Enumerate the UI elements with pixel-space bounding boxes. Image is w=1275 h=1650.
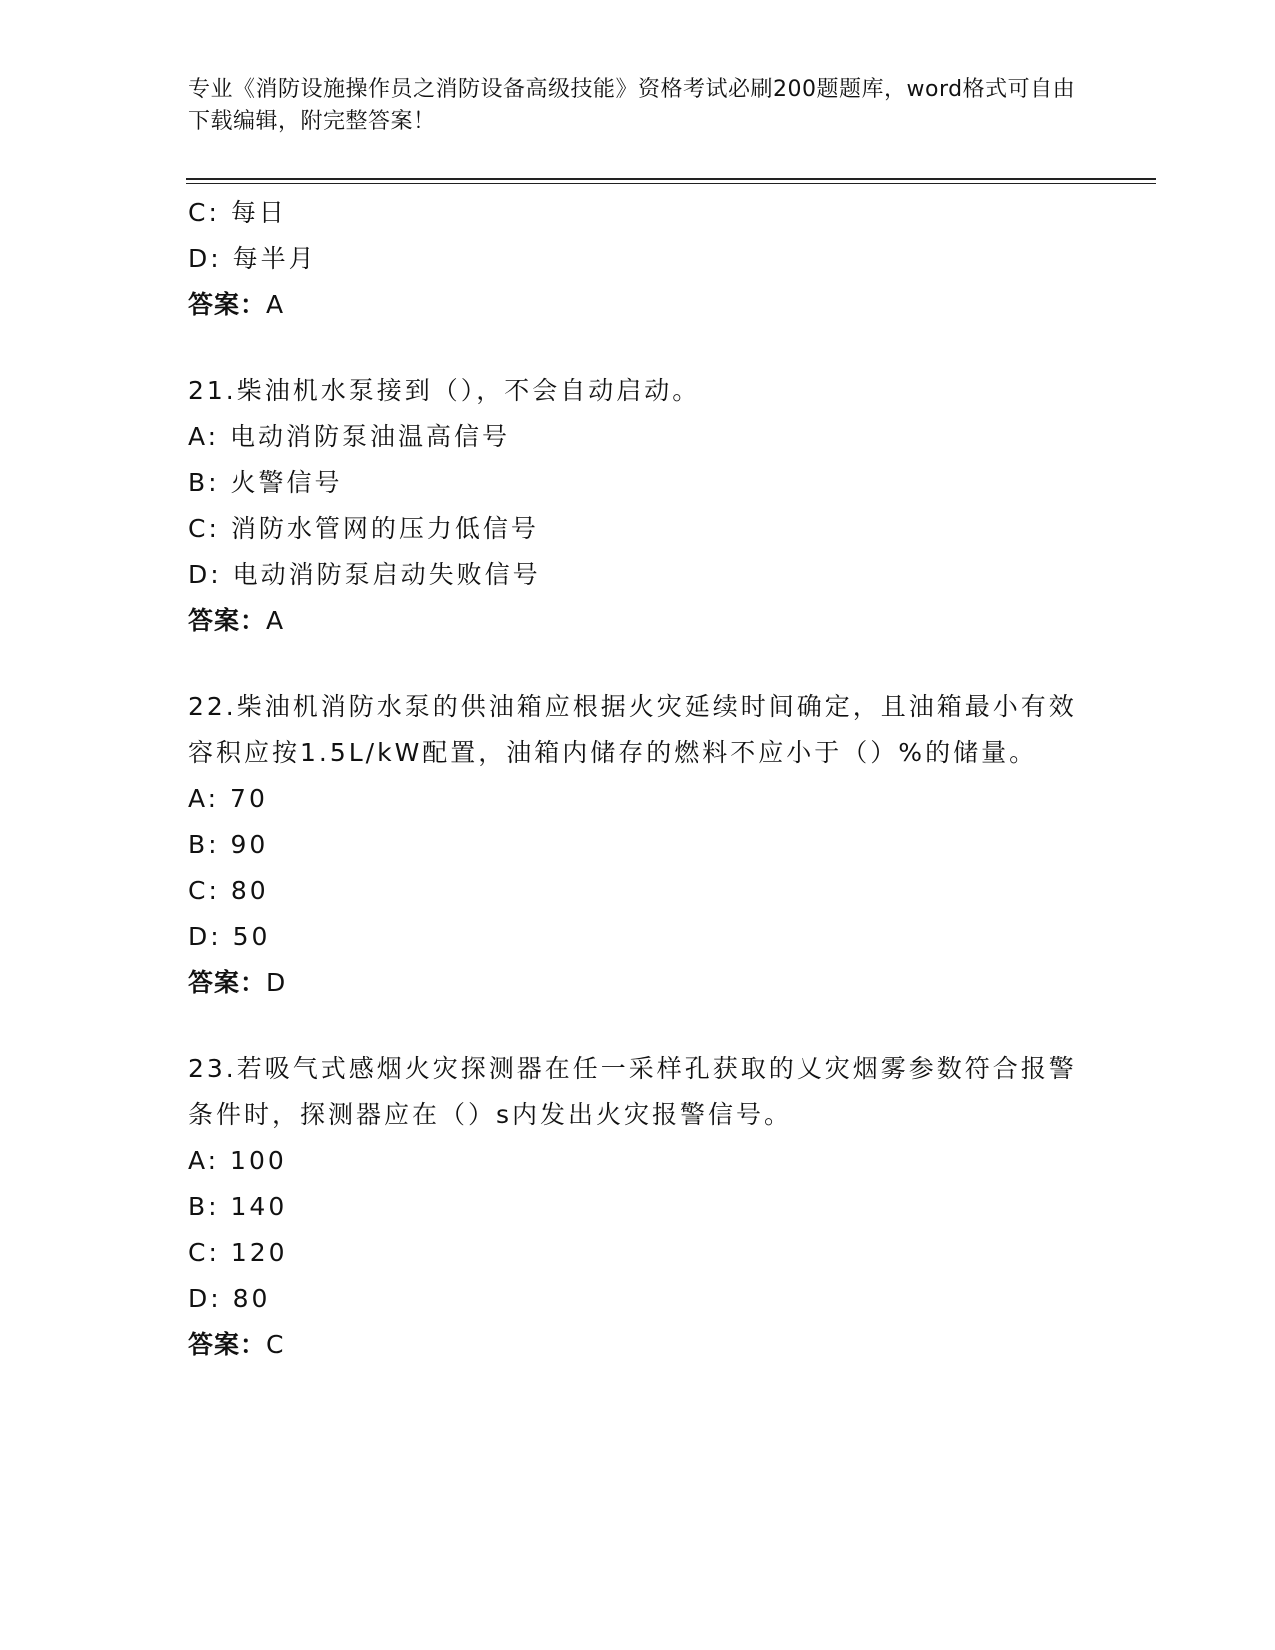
answer-line: [188, 1322, 1088, 1368]
option-d: D: 每半月: [188, 244, 317, 273]
option-c: C: 每日: [188, 198, 287, 227]
answer-line: [188, 282, 1088, 328]
answer-line: [188, 598, 1088, 644]
answer-label: 答案：: [188, 606, 267, 635]
header-divider-thin: [186, 183, 1156, 184]
header-divider-thick: [186, 178, 1156, 180]
option-d: D: 50: [188, 922, 271, 951]
answer-label: 答案：: [188, 290, 267, 319]
document-header: 专业《消防设施操作员之消防设备高级技能》资格考试必刷200题题库，word格式可自由下载编辑，附完整答案！: [188, 77, 1076, 134]
prev-question-tail: [188, 190, 1088, 328]
answer-value: A: [266, 606, 285, 635]
answer-label: 答案：: [188, 968, 267, 997]
option-a: A: 70: [188, 784, 268, 813]
option-a: A: 100: [188, 1146, 287, 1175]
answer-line: [188, 960, 1088, 1006]
question-stem: 22.柴油机消防水泵的供油箱应根据火灾延续时间确定，且油箱最小有效容积应按1.5L/kW配置，油箱内储存的燃料不应小于（）%的储量。: [188, 692, 1077, 767]
question-22: [188, 684, 1088, 1006]
answer-value: C: [266, 1330, 285, 1359]
answer-value: D: [266, 968, 287, 997]
option-b: B: 140: [188, 1192, 288, 1221]
option-a: A: 电动消防泵油温高信号: [188, 422, 511, 451]
question-23: [188, 1046, 1088, 1368]
option-c: C: 120: [188, 1238, 288, 1267]
question-stem: 23.若吸气式感烟火灾探测器在任一采样孔获取的乂灾烟雾参数符合报警条件时，探测器应在（）s内发出火灾报警信号。: [188, 1054, 1077, 1129]
answer-value: A: [266, 290, 285, 319]
option-d: D: 电动消防泵启动失败信号: [188, 560, 541, 589]
option-b: B: 90: [188, 830, 269, 859]
option-d: D: 80: [188, 1284, 271, 1313]
option-b: B: 火警信号: [188, 468, 343, 497]
question-stem: 21.柴油机水泵接到（），不会自动启动。: [188, 376, 701, 405]
question-21: [188, 368, 1088, 644]
option-c: C: 80: [188, 876, 269, 905]
question-list: [188, 190, 1088, 1368]
answer-label: 答案：: [188, 1330, 267, 1359]
option-c: C: 消防水管网的压力低信号: [188, 514, 539, 543]
